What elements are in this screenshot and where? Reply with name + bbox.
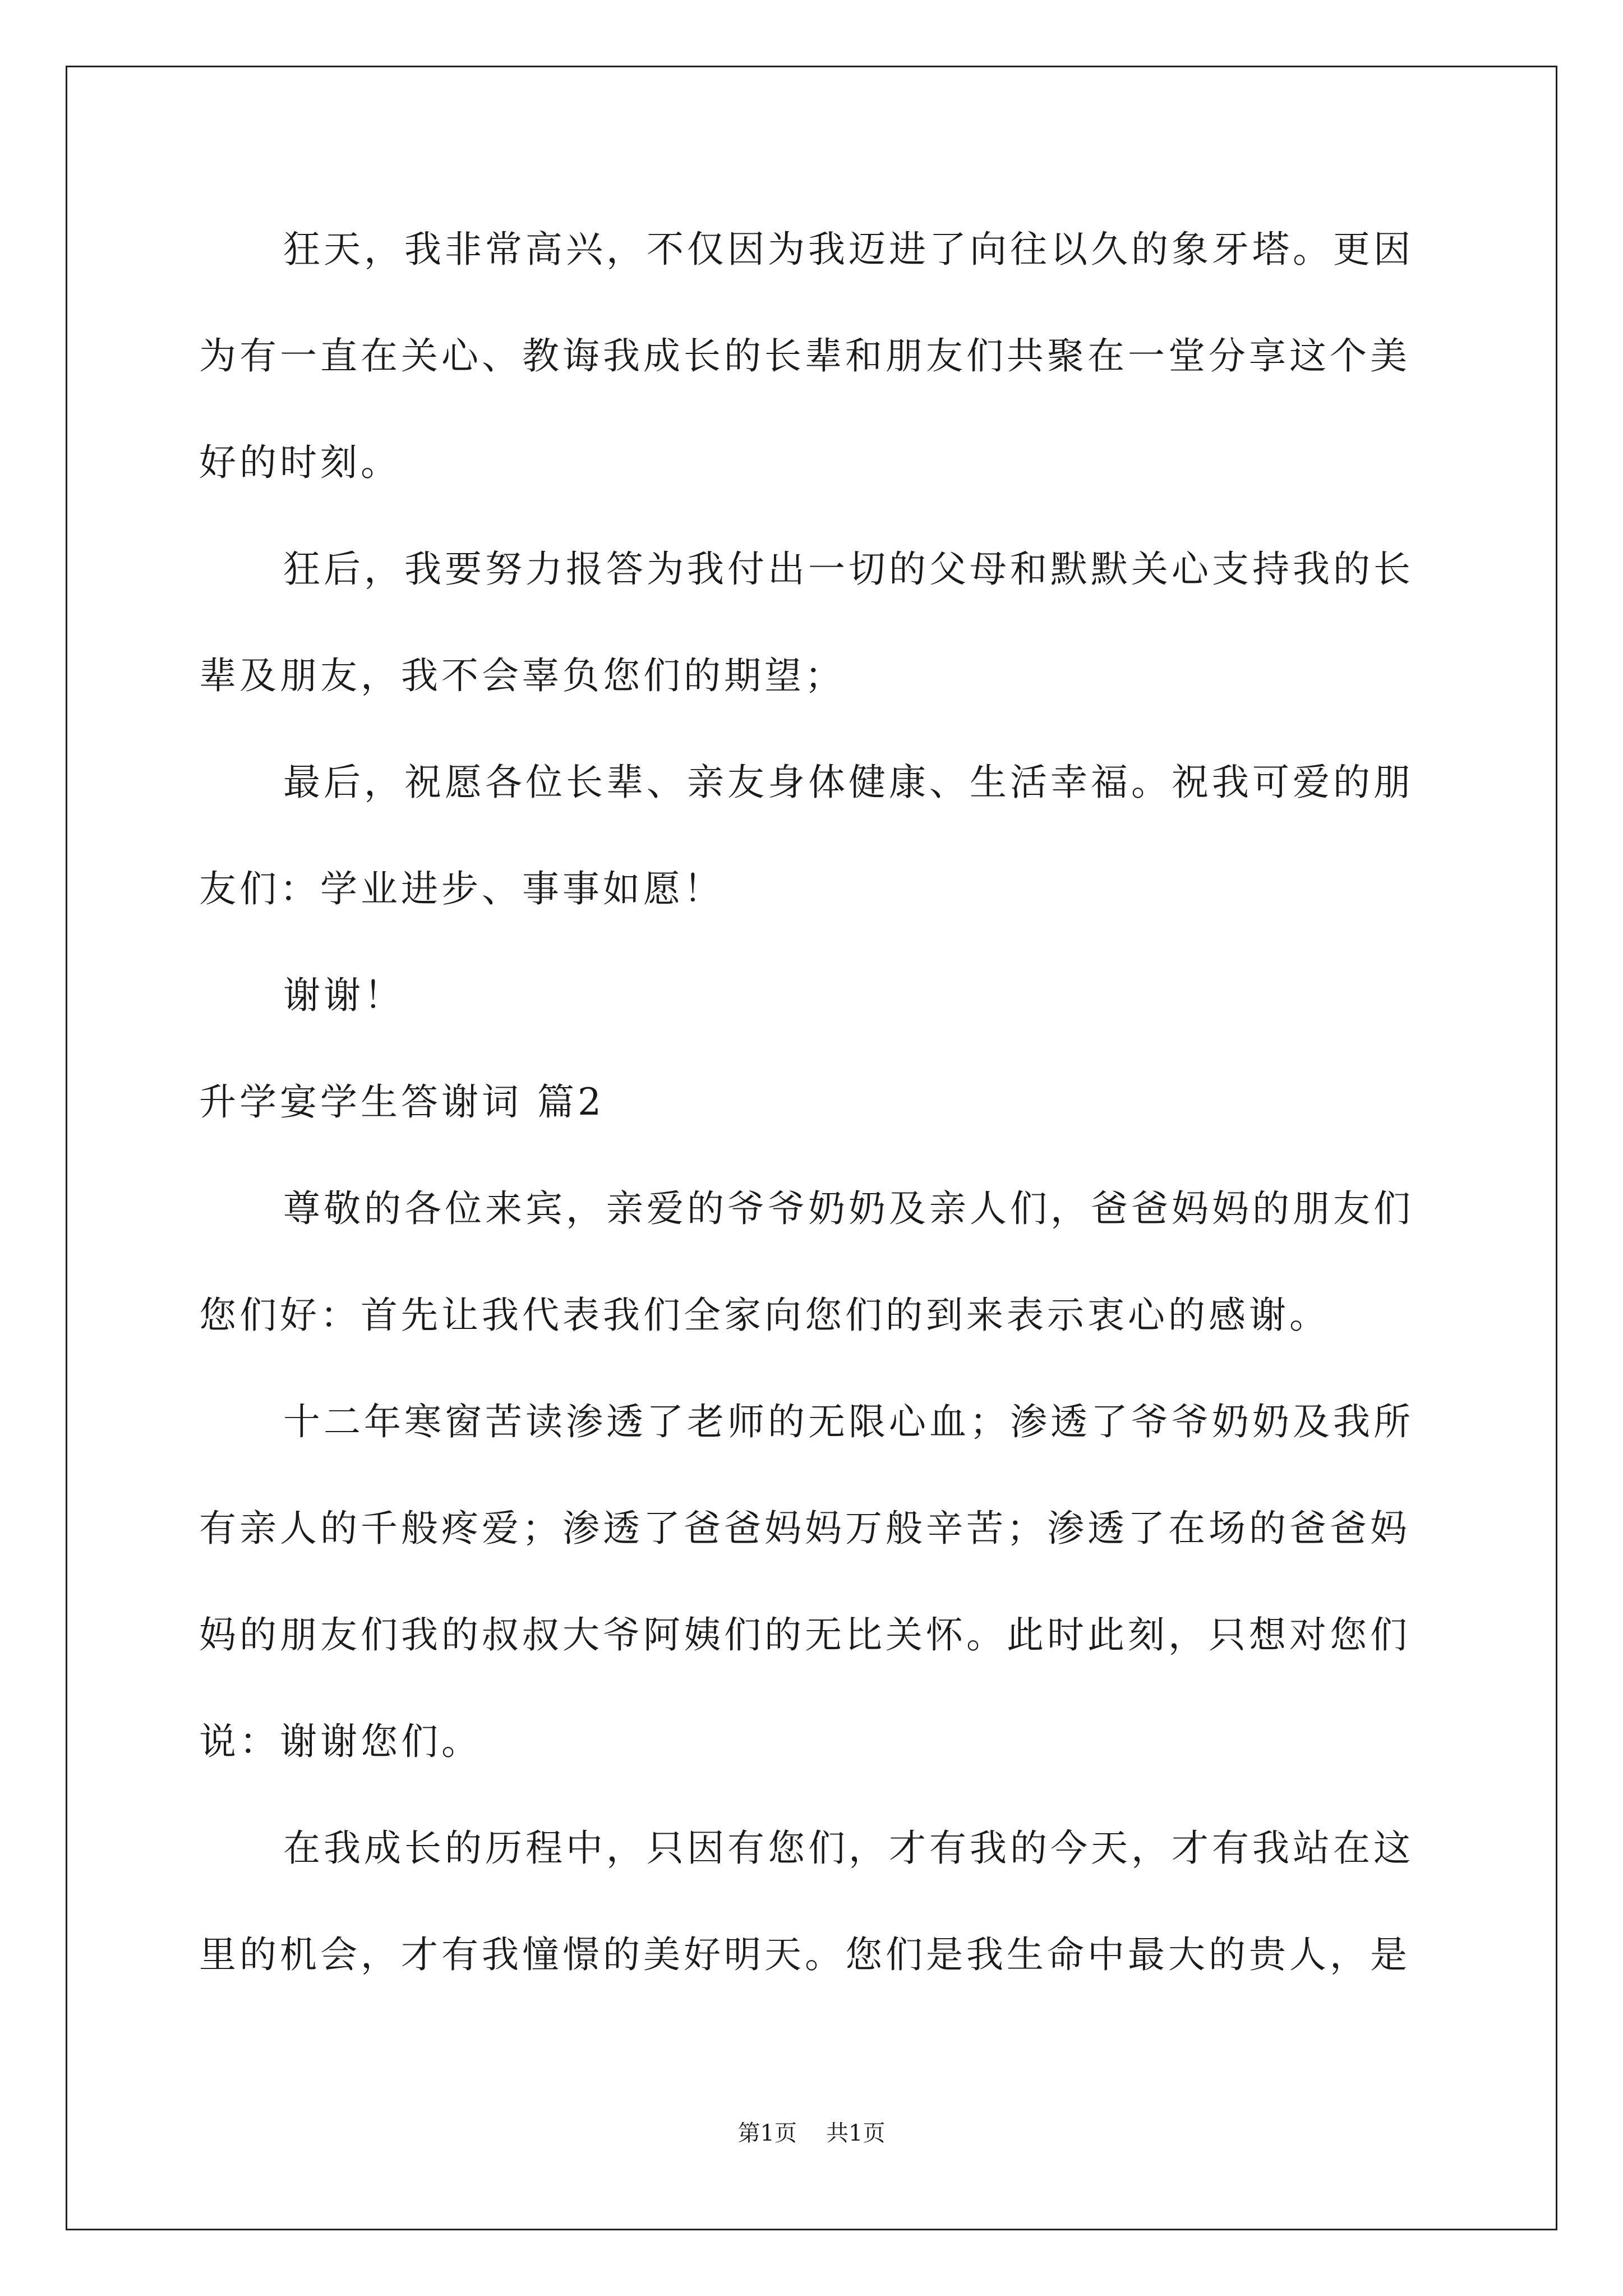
paragraph-line: 有亲人的千般疼爱；渗透了爸爸妈妈万般辛苦；渗透了在场的爸爸妈 xyxy=(199,1507,1410,1550)
paragraph-line: 友们：学业进步、事事如愿！ xyxy=(199,867,724,910)
paragraph-line: 十二年寒窗苦读渗透了老师的无限心血；渗透了爷爷奶奶及我所 xyxy=(283,1400,1414,1443)
page-frame xyxy=(66,66,1557,2230)
paragraph-line: 尊敬的各位来宾，亲爱的爷爷奶奶及亲人们，爸爸妈妈的朋友们 xyxy=(283,1187,1414,1230)
page-number-total: 共1页 xyxy=(826,2120,886,2146)
paragraph-line: 最后，祝愿各位长辈、亲友身体健康、生活幸福。祝我可爱的朋 xyxy=(283,761,1414,804)
paragraph-line: 您们好：首先让我代表我们全家向您们的到来表示衷心的感谢。 xyxy=(199,1294,1330,1337)
section-heading: 升学宴学生答谢词 篇2 xyxy=(199,1080,605,1124)
paragraph-line: 里的机会，才有我憧憬的美好明天。您们是我生命中最大的贵人，是 xyxy=(199,1933,1410,1976)
paragraph-line: 说：谢谢您们。 xyxy=(199,1720,482,1763)
paragraph-line: 在我成长的历程中，只因有您们，才有我的今天，才有我站在这 xyxy=(283,1826,1414,1870)
paragraph-line: 狂后，我要努力报答为我付出一切的父母和默默关心支持我的长 xyxy=(283,547,1414,591)
paragraph-line: 狂天，我非常高兴，不仅因为我迈进了向往以久的象牙塔。更因 xyxy=(283,228,1414,271)
paragraph-line: 妈的朋友们我的叔叔大爷阿姨们的无比关怀。此时此刻，只想对您们 xyxy=(199,1613,1410,1657)
paragraph-line: 好的时刻。 xyxy=(199,441,401,484)
page-footer xyxy=(0,2118,1623,2149)
page-number-current: 第1页 xyxy=(737,2120,797,2146)
paragraph-line: 辈及朋友，我不会辜负您们的期望； xyxy=(199,654,845,697)
paragraph-line: 谢谢！ xyxy=(283,974,404,1017)
paragraph-line: 为有一直在关心、教诲我成长的长辈和朋友们共聚在一堂分享这个美 xyxy=(199,334,1410,378)
